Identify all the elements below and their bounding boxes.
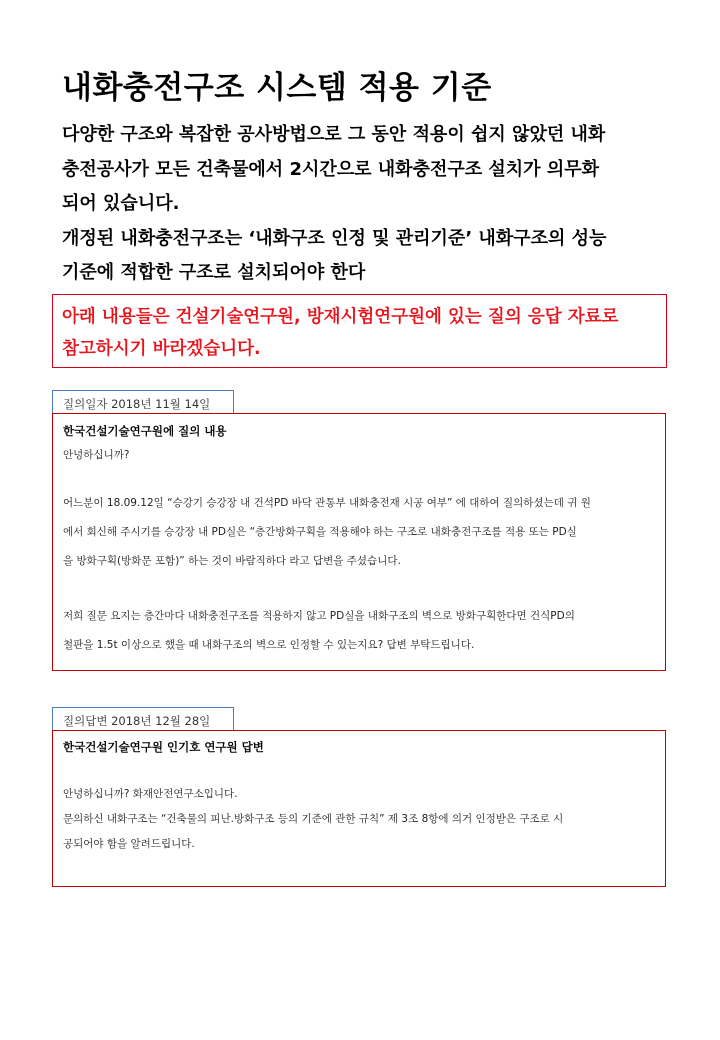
answer-heading: 한국건설기술연구원 인기호 연구원 답변 [63, 740, 264, 754]
question-body-line: 철판을 1.5t 이상으로 했을 때 내화구조의 벽으로 인정할 수 있는지요? 답변 부탁드립니다. [63, 639, 475, 651]
answer-date-tab: 질의답변 2018년 12월 28일 [52, 707, 234, 731]
question-greeting: 안녕하십니까? [63, 449, 130, 461]
answer-box [52, 730, 666, 887]
intro-line: 개정된 내화충전구조는 ‘내화구조 인정 및 관리기준’ 내화구조의 성능 [62, 227, 607, 249]
question-body-line: 어느분이 18.09.12일 “승강기 승강장 내 건석PD 바닥 관통부 내화충전재 시공 여부” 에 대하여 질의하셨는데 귀 원 [63, 497, 591, 509]
notice-line: 참고하시기 바라겠습니다. [62, 339, 261, 359]
question-body-line: 에서 회신해 주시기를 승강장 내 PD실은 “층간방화구획을 적용해야 하는 구조로 내화충전구조를 적용 또는 PD실 [63, 526, 577, 538]
answer-body-line: 공되어야 함을 알려드립니다. [63, 838, 195, 850]
page-title: 내화충전구조 시스템 적용 기준 [62, 70, 492, 106]
notice-box [52, 294, 667, 368]
intro-paragraph [62, 118, 682, 291]
answer-body-line: 문의하신 내화구조는 “건축물의 피난.방화구조 등의 기준에 관한 규칙” 제 3조 8항에 의거 인정받은 구조로 시 [63, 813, 564, 825]
question-date-tab: 질의일자 2018년 11월 14일 [52, 390, 234, 414]
question-body-line: 저희 질문 요지는 층간마다 내화충전구조를 적용하지 않고 PD실을 내화구조의 벽으로 방화구획한다면 건식PD의 [63, 610, 575, 622]
intro-line: 되어 있습니다. [62, 193, 180, 214]
notice-line: 아래 내용들은 건설기술연구원, 방재시험연구원에 있는 질의 응답 자료로 [62, 307, 619, 327]
question-box [52, 413, 666, 671]
intro-line: 다양한 구조와 복잡한 공사방법으로 그 동안 적용이 쉽지 않았던 내화 [62, 124, 606, 145]
answer-greeting: 안녕하십니까? 화재안전연구소입니다. [63, 788, 238, 800]
question-heading: 한국건설기술연구원에 질의 내용 [63, 424, 227, 438]
intro-line: 충전공사가 모든 건축물에서 2시간으로 내화충전구조 설치가 의무화 [62, 158, 599, 180]
question-body-line: 을 방화구획(방화문 포함)” 하는 것이 바람직하다 라고 답변을 주셨습니다. [63, 555, 401, 567]
intro-line: 기준에 적합한 구조로 설치되어야 한다 [62, 262, 366, 283]
